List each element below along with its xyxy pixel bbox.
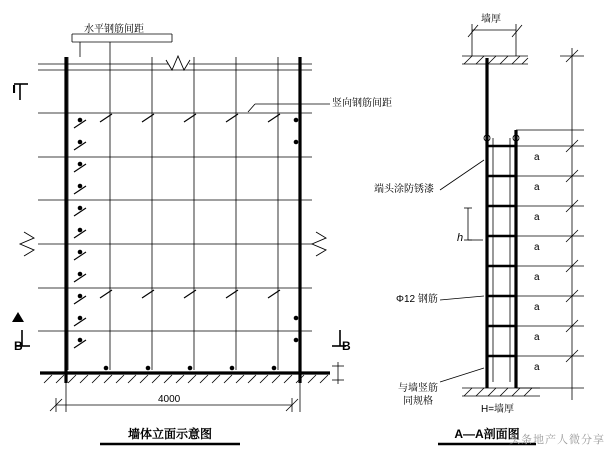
label-horizontal-spacing: 水平钢筋间距	[84, 24, 144, 35]
label-a-spacing-1: a	[534, 152, 540, 163]
label-vertical-spacing: 竖向钢筋间距	[332, 98, 392, 109]
label-a-spacing-7: a	[534, 332, 540, 343]
figure-title-right: A—A剖面图	[454, 427, 520, 441]
figure-title-left: 墙体立面示意图	[127, 427, 212, 441]
label-h-dimension: h	[457, 232, 464, 244]
label-a-spacing-2: a	[534, 182, 540, 193]
label-rebar-spec: Φ12 钢筋	[396, 294, 438, 305]
label-a-spacing-6: a	[534, 302, 540, 313]
label-wall-thickness-bottom: H=墙厚	[481, 404, 515, 415]
label-a-spacing-4: a	[534, 242, 540, 253]
label-a-spacing-8: a	[534, 362, 540, 373]
section-mark-right: B	[342, 339, 351, 353]
label-dim-width: 4000	[158, 394, 181, 405]
label-same-spec: 与墙竖筋 同规格	[398, 383, 438, 407]
label-wall-thickness-top: 墙厚	[481, 14, 501, 25]
label-end-paint: 端头涂防锈漆	[374, 184, 434, 195]
label-a-spacing-5: a	[534, 272, 540, 283]
label-a-spacing-3: a	[534, 212, 540, 223]
section-mark-left: B	[14, 339, 23, 353]
section-arrow-top-left: Ⅰ	[12, 84, 17, 96]
watermark: 头条地产人微分享	[509, 434, 605, 446]
